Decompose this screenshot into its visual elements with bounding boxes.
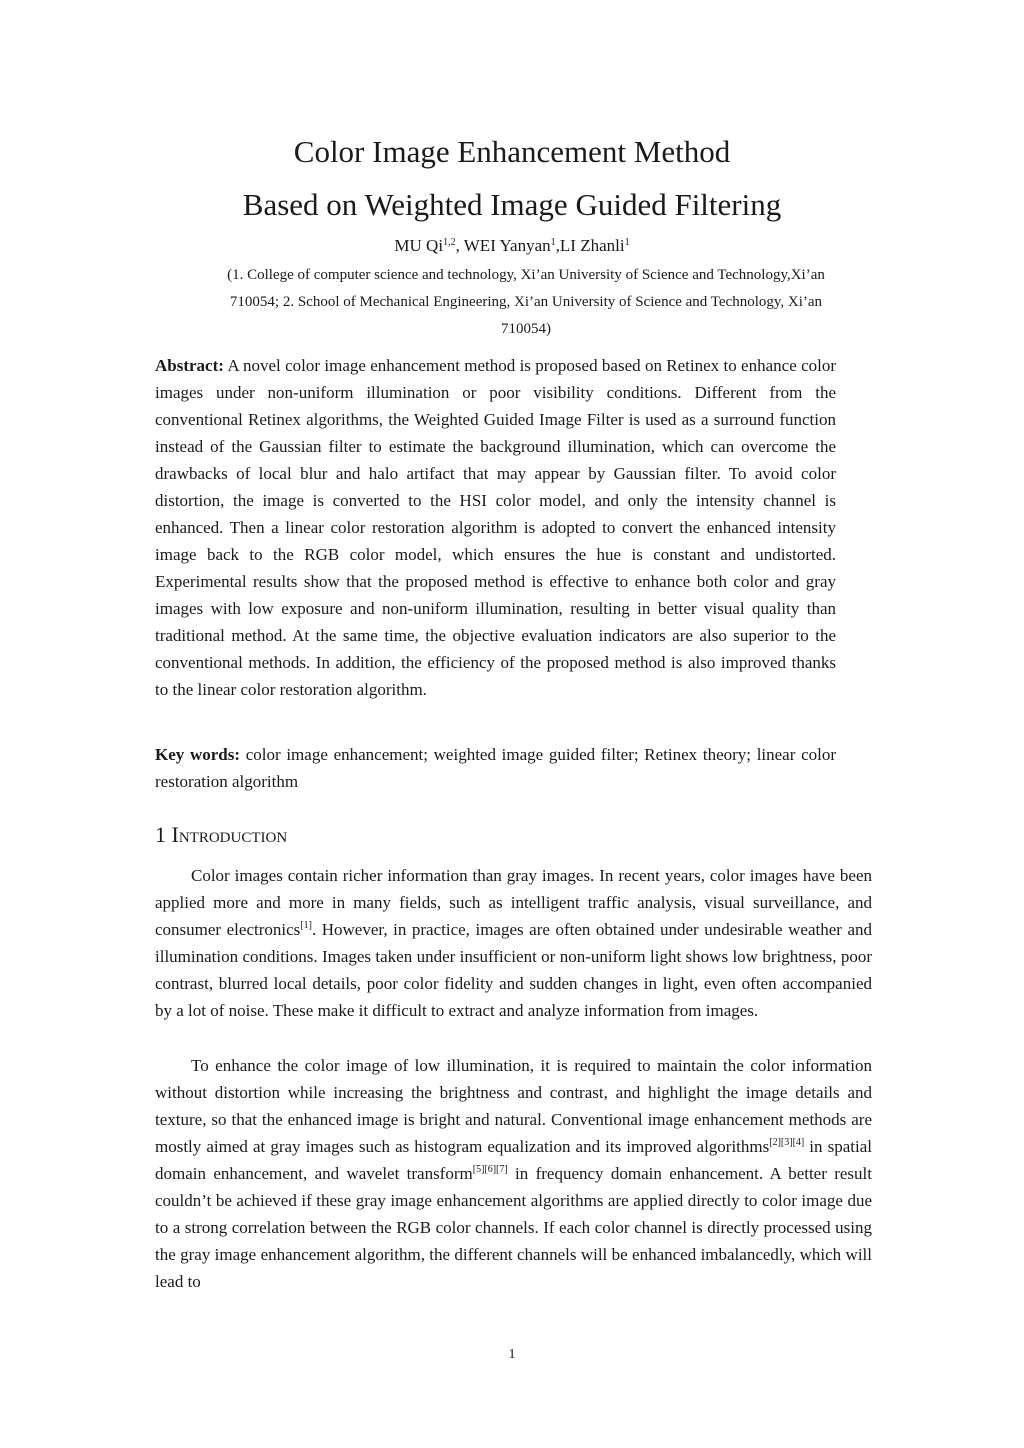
paragraph-text: Color images contain richer information than gray images. In recent years, color images have been applied more and more in many fields, such as intelligent traffic analysis, visual surveillance, and consumer electronics [155, 866, 872, 939]
paper-title-line-2: Based on Weighted Image Guided Filtering [242, 187, 782, 222]
abstract-text: A novel color image enhancement method is proposed based on Retinex to enhance color images under non-uniform illumination or poor visibility conditions. Different from the conventional Retinex algorithms, the Weighted Guided Image Filter is used as a surround function instead of the Gaussian filter to estimate the background illumination, which can overcome the drawbacks of local blur and halo artifact that may appear by Gaussian filter. To avoid color distortion, the image is converted to the HSI color model, and only the intensity channel is enhanced. Then a linear color restoration algorithm is adopted to convert the enhanced intensity image back to the RGB color model, which ensures the hue is constant and undistorted. Experimental results show that the proposed method is effective to enhance both color and gray images with low exposure and non-uniform illumination, resulting in better visual quality than traditional method. At the same time, the objective evaluation indicators are also superior to the conventional methods. In addition, the efficiency of the proposed method is also improved thanks to the linear color restoration algorithm. [155, 356, 836, 699]
paragraph-text: in spatial domain enhancement, and wavelet transform [155, 1137, 872, 1183]
intro-paragraph-2 [155, 1052, 872, 1295]
paragraph-text: . However, in practice, images are often obtained under undesirable weather and illumination conditions. Images taken under insufficient or non-uniform light shows low brightness, poor contrast, blurred local details, poor color fidelity and sudden changes in light, even often accompanied by a lot of noise. These make it difficult to extract and analyze information from images. [155, 920, 873, 1020]
affiliations: (1. College of computer science and technology, Xi’an University of Science and Technology,Xi’an 710054; 2. School of Mechanical Engineering, Xi’an University of Science and Technology, Xi’an 710054) [227, 267, 825, 337]
section-title: Introduction [171, 822, 288, 847]
author-affiliation-mark: 1 [624, 237, 630, 248]
section-heading-introduction [155, 820, 287, 850]
author-name: LI Zhanli [559, 236, 625, 255]
author-name: WEI Yanyan [463, 236, 551, 255]
keywords [155, 741, 836, 795]
section-number: 1 [155, 822, 166, 847]
author-separator: , [455, 236, 464, 255]
author-name: MU Qi [394, 236, 444, 255]
author-separator: , [555, 236, 560, 255]
author-affiliation-mark: 1 [550, 237, 556, 248]
paper-title-line-1: Color Image Enhancement Method [293, 134, 731, 169]
keywords-label: Key words: [155, 745, 241, 764]
abstract [155, 352, 836, 703]
citation: [2][3][4] [769, 1137, 805, 1148]
keywords-text: color image enhancement; weighted image guided filter; Retinex theory; linear color restoration algorithm [155, 745, 837, 791]
abstract-label: Abstract: [155, 356, 224, 375]
page-number: 1 [508, 1347, 516, 1362]
citation: [1] [300, 920, 312, 931]
intro-paragraph-1 [155, 862, 872, 1024]
paragraph-text: To enhance the color image of low illumination, it is required to maintain the color information without distortion while increasing the brightness and contrast, and highlight the image details and texture, so that the enhanced image is bright and natural. Conventional image enhancement methods are mostly aimed at gray images such as histogram equalization and its improved algorithms [155, 1056, 872, 1156]
paragraph-text: in frequency domain enhancement. A better result couldn’t be achieved if these gray image enhancement algorithms are applied directly to color image due to a strong correlation between the RGB color channels. If each color channel is directly processed using the gray image enhancement algorithm, the different channels will be enhanced imbalancedly, which will lead to [155, 1164, 872, 1291]
author-list [0, 236, 1024, 256]
citation: [5][6][7] [472, 1164, 508, 1175]
author-affiliation-mark: 1,2 [443, 237, 456, 248]
